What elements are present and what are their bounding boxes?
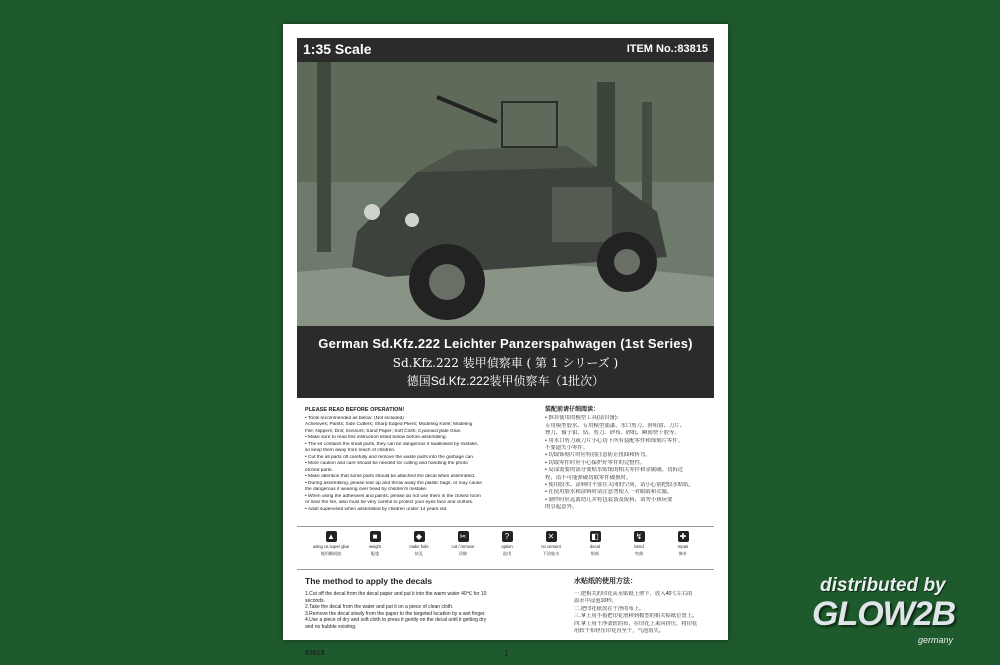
instruction-cn-line: 不要遗失小零件。 — [545, 445, 589, 452]
armored-car-illustration — [297, 62, 714, 326]
decal-step: seconds. — [305, 597, 326, 604]
symbol-label-cn: 不涂胶水 — [542, 551, 560, 556]
decal-steps-cn — [574, 591, 714, 635]
instruction-cn-line: 的引起意外。 — [545, 504, 578, 511]
instruction-line: • Cut the all parts off carefully and remove the waste parts into the garbage can. — [305, 454, 475, 460]
title-japanese: Sd.Kfz.222 装甲偵察車 ( 第 1 シリーズ ) — [392, 356, 619, 370]
title-box — [297, 326, 714, 398]
instruction-cn-line: • 用水口剪刀或刀片小心切下所有装配零件和饰刻片零件。 — [545, 437, 684, 444]
weight-icon: ■ — [370, 531, 381, 542]
symbol-label-cn: 贴纸 — [590, 551, 600, 556]
instructions-header: PLEASE READ BEFORE OPERATION! — [305, 407, 405, 413]
decal-icon: ◧ — [591, 532, 599, 541]
repair-icon: ✚ — [678, 531, 689, 542]
instruction-line: or near the fire, also must be very careful to protect your eyes face and clothes. — [305, 500, 474, 505]
instructions-cn-header: 装配前请仔细阅读： — [545, 407, 600, 413]
symbol-label: cut / remove — [451, 544, 475, 549]
title-chinese: 德国Sd.Kfz.222装甲侦察车（1批次） — [406, 374, 605, 388]
decal-step: 1.Cut off the decal from the decal paper and put it into the warm water 40℃ for 10 — [305, 591, 487, 597]
decal-steps — [305, 591, 550, 630]
instruction-cn-line: • 切取零件时应小心保护好零件的完整性。 — [545, 459, 646, 466]
symbol-label-cn: 配重 — [370, 551, 380, 556]
instruction-line: • During assembling, please tear up and throw away the plastic bags, or may cause — [305, 480, 482, 486]
symbol-label-cn: 钻孔 — [414, 551, 424, 556]
decal-step-cn: 用软干布轻压印花直至干，气泡消失。 — [574, 628, 665, 635]
logo-country: germany — [918, 635, 954, 645]
instructions-chinese — [545, 407, 705, 512]
instruction-line: • Adult supervised when assembled by children under 14 years old. — [305, 506, 448, 512]
decal-step: and no bubble existing. — [305, 623, 357, 630]
instruction-line: so keep them away from reach of children. — [305, 448, 396, 453]
symbol-label: no cement — [541, 544, 561, 549]
symbol-item — [353, 531, 397, 556]
header-bar — [297, 38, 714, 62]
symbol-label-cn: 切除 — [458, 551, 468, 556]
symbol-label-cn: 修补 — [678, 551, 688, 556]
scale-label: 1:35 Scale — [303, 41, 372, 57]
kit-code: 83815 — [305, 650, 325, 657]
symbol-label: make hole — [409, 544, 429, 549]
symbol-label: option — [501, 544, 513, 549]
symbol-label: decal — [589, 544, 600, 549]
decal-method-header-cn: 水贴纸的使用方法： — [574, 578, 637, 585]
symbol-item — [661, 531, 705, 556]
symbol-label: weight — [368, 544, 382, 549]
decal-step-cn: 四.拿上用干净柔软的布，在印花上来回挤压，将印花 — [574, 620, 698, 627]
page-number: 1 — [504, 649, 509, 658]
instruction-line: etched parts. — [305, 467, 333, 473]
decal-step: 4.Use a piece of dry and soft cloth to press it gently on the decal until it getting dry — [305, 617, 487, 623]
instruction-line: • Tools recommended as below: (Not included) — [305, 415, 404, 421]
instruction-sheet — [283, 24, 728, 658]
instruction-line: Achesives; Paints; Side Cutters; Sharp Edged Pliers; Modeling Knife; Modeling — [305, 422, 473, 427]
instruction-cn-line: 程，请不可能弹破切取零件破损时。 — [545, 474, 632, 481]
decal-method-header: The method to apply the decals — [305, 576, 433, 586]
instruction-line: File; Nippers; Drill; Scissors; Sand Paper; Soft Cloth; Cyanoacrylate Glue. — [305, 428, 462, 434]
symbol-item — [397, 531, 441, 556]
box-art-photo — [297, 62, 714, 326]
instruction-cn-line: 锉刀、镊子钳、钻、剪刀、砂布、砂纸、瞬间快干胶等。 — [545, 430, 680, 437]
decal-step-cn: 二.把印花纸放在干净的布上。 — [574, 605, 645, 612]
instruction-line: • More caution and care should be needed for cutting and handling the photo — [305, 461, 468, 466]
symbol-item — [309, 531, 353, 556]
instruction-cn-line: 专用模型胶水、专用模型油漆、水口剪刀、斜咀钳、刀片、 — [545, 422, 686, 429]
cut-icon: ✂ — [458, 531, 469, 542]
decal-step-cn: 一.把相关的印花从水贴纸上剪下，放入40℃左右的 — [574, 591, 693, 597]
symbol-label-cn: 弯曲 — [634, 551, 644, 556]
option-icon: ? — [502, 531, 513, 542]
instruction-line: • Make sure to read this instruction listed below before assembling. — [305, 435, 447, 440]
symbol-label-cn: 选用 — [502, 551, 512, 556]
title-english: German Sd.Kfz.222 Leichter Panzerspahwagen (1st Series) — [318, 336, 693, 351]
symbol-item — [485, 531, 529, 556]
no-cement-icon: ✕ — [546, 531, 557, 542]
instruction-cn-line: • 局部需要的部分要贴水贴纸的相关零件和金属刷。切拆过 — [545, 467, 684, 474]
decal-step-cn: 三.拿上用手指把印花滑移到模型的相关贴纸位置上。 — [574, 613, 698, 620]
instruction-cn-line: • 在使用胶水和涂料时请注意勿使人一对眼睛和衣服。 — [545, 489, 673, 496]
instruction-cn-line: • 制作时应远离幼儿并将包装袋及废料，请勿小孩玩要 — [545, 496, 673, 503]
symbol-label-cn: 使用瞬间胶 — [320, 551, 342, 556]
instruction-line: • When using the adhesives and paints, please do not use them in the closed room — [305, 493, 481, 499]
bend-icon: ↯ — [634, 531, 645, 542]
item-number: ITEM No.:83815 — [626, 43, 708, 55]
decal-step: 3.Remove the decal slowly from the paper to the targeted location by a wet finger. — [305, 610, 486, 617]
symbol-item — [573, 531, 617, 556]
instruction-cn-line: • 使用胶水、涂料时不要在关闭的空间，请小心别把胶水贴纸， — [545, 482, 694, 489]
symbol-item — [441, 531, 485, 556]
instruction-cn-line: • 推荐使用的模型工具(请自备)： — [545, 415, 623, 422]
glow2b-logo: GLOW2B — [812, 595, 956, 633]
decal-step-cn: 温水中浸泡10秒。 — [574, 598, 617, 605]
symbol-label: bend — [634, 544, 644, 549]
distributed-by-label: distributed by — [820, 575, 946, 596]
instruction-line: • Make attention that some parts should be attached the decal when assembled. — [305, 474, 476, 479]
decal-step: 2.Take the decal from the water and put it on a piece of clean cloth. — [305, 604, 454, 610]
instruction-line: the dangerous if wearing over head by children's mistake. — [305, 487, 428, 492]
symbol-item — [529, 531, 573, 556]
symbol-item — [617, 531, 661, 556]
glue-icon: ▲ — [327, 532, 335, 541]
symbol-label: using ca super glue — [312, 544, 350, 549]
instruction-cn-line: • 切取饰刻片时应特别注意防止扭曲和折弯。 — [545, 452, 651, 459]
drill-icon: ◆ — [414, 531, 425, 542]
instruction-line: • The kit contains the small parts, they can be dangerous if swallowed by mistake, — [305, 441, 479, 447]
instructions-english — [305, 407, 505, 513]
symbol-label: repair — [677, 544, 689, 549]
symbol-legend — [297, 526, 714, 570]
